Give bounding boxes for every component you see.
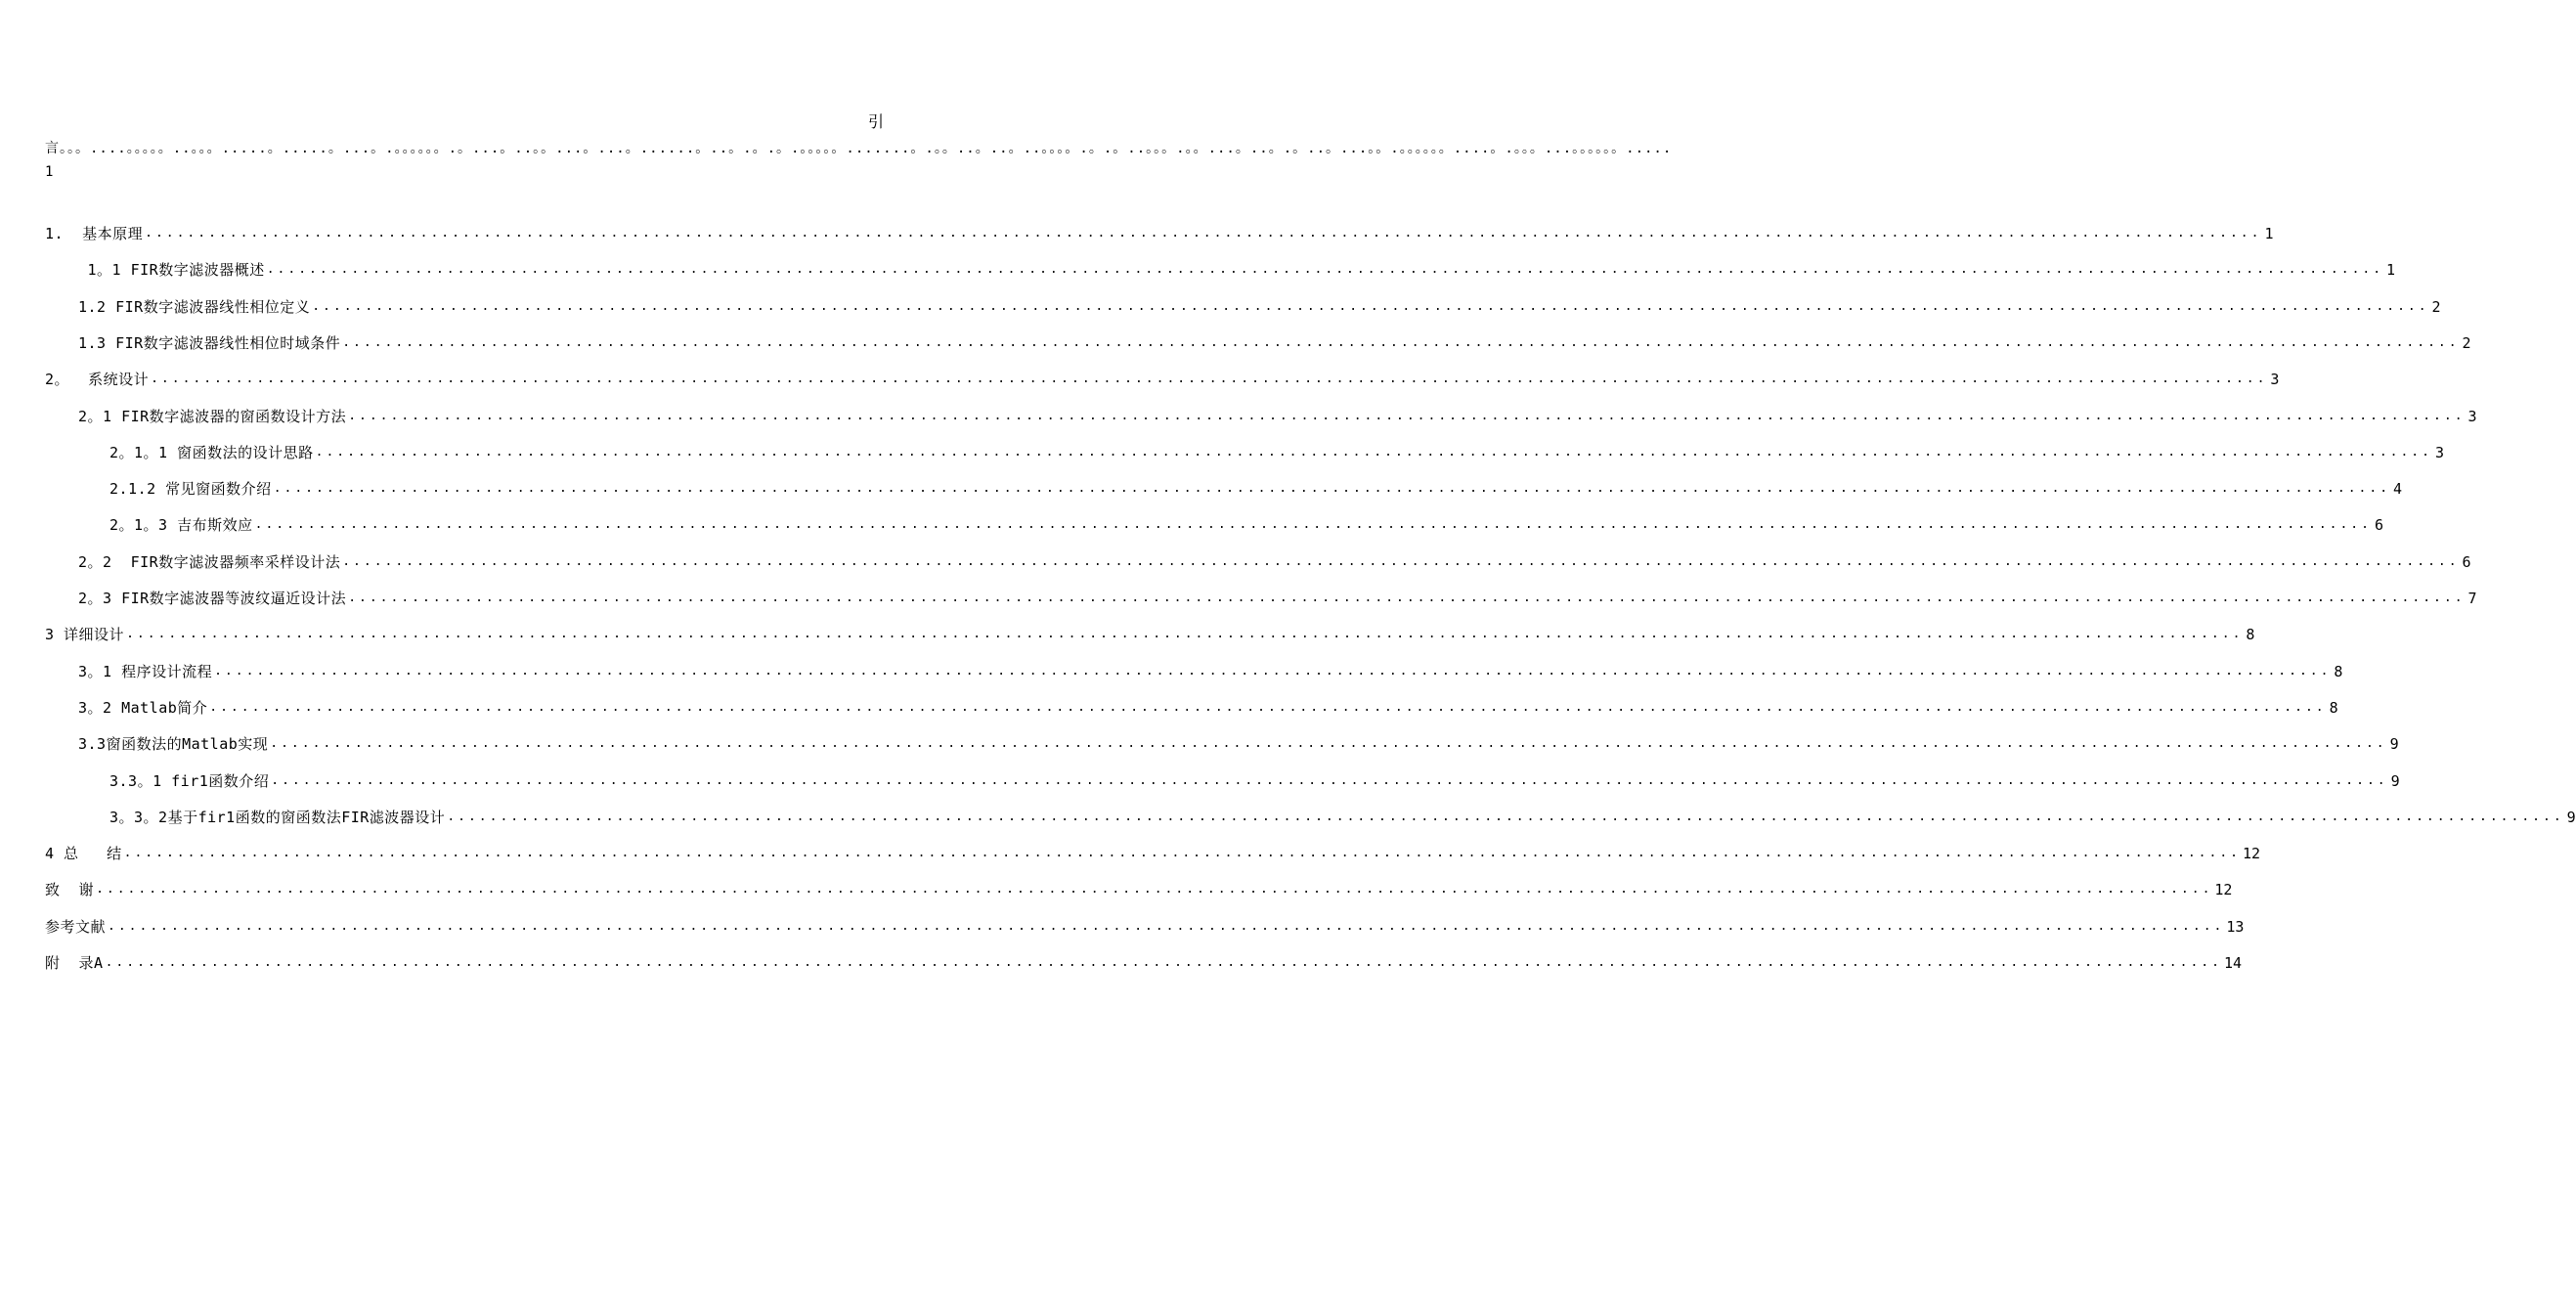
toc-entry-label: 1. 基本原理: [45, 225, 144, 242]
toc-entry[interactable]: [109, 440, 2444, 461]
toc-leader-dots: ........................................................................................................................................................................................................: [348, 591, 2466, 605]
toc-page-number: 6: [2462, 552, 2471, 571]
intro-entry: 言。。。....。。。。。..。。。.....。.....。...。.。。。。。。.。...。..。。...。...。......。..。.。.。.。。。。。.......。.。。..。..。..。。。。.。.。..。。。.。。...。..。.。..。...。。.。。。。。。....。.。。。...。。。。。。.....1: [45, 141, 1673, 180]
toc-leader-dots: ........................................................................................................................................................................................................: [105, 955, 2222, 970]
toc-entry-label: 3.3窗函数法的Matlab实现: [78, 735, 269, 754]
toc-page-number: 8: [2246, 626, 2255, 644]
toc-entry[interactable]: [45, 877, 2233, 899]
toc-entry[interactable]: [78, 731, 2399, 754]
toc-page-number: 12: [2243, 845, 2261, 863]
intro-title: 引: [868, 112, 885, 131]
toc-leader-dots: ........................................................................................................................................................................................................: [447, 809, 2564, 824]
toc-leader-dots: ........................................................................................................................................................................................................: [96, 882, 2213, 898]
toc-page-number: 8: [2329, 698, 2338, 717]
toc-entry-label: 附 录A: [45, 954, 104, 972]
toc-page-number: 9: [2389, 735, 2399, 754]
toc-entry[interactable]: [109, 805, 2576, 826]
toc-entry-label: 参考文献: [45, 917, 107, 936]
toc-entry[interactable]: [45, 914, 2245, 936]
toc-page-number: 9: [2390, 771, 2400, 790]
toc-page-number: 12: [2214, 881, 2233, 899]
toc-entry[interactable]: [45, 841, 2261, 863]
toc-entry[interactable]: [78, 294, 2441, 316]
toc-entry-label: 3 详细设计: [45, 626, 125, 644]
toc-entry-label: 1.3 FIR数字滤波器线性相位时域条件: [78, 333, 341, 352]
toc-entry-label: 2。3 FIR数字滤波器等波纹逼近设计法: [78, 590, 347, 607]
toc-leader-dots: ........................................................................................................................................................................................................: [266, 262, 2384, 278]
toc-leader-dots: ........................................................................................................................................................................................................: [273, 481, 2391, 497]
toc-entry[interactable]: [78, 659, 2343, 680]
toc-entry[interactable]: [78, 695, 2338, 717]
toc-page-number: 14: [2223, 954, 2242, 972]
toc-entry[interactable]: [45, 367, 2280, 389]
toc-leader-dots: ........................................................................................................................................................................................................: [270, 736, 2387, 752]
toc-page-number: 3: [2467, 407, 2477, 425]
toc-leader-dots: ........................................................................................................................................................................................................: [209, 699, 2327, 715]
toc-entry-label: 2。 系统设计: [45, 371, 150, 389]
toc-entry[interactable]: [109, 512, 2383, 535]
toc-entry-label: 2。1 FIR数字滤波器的窗函数设计方法: [78, 407, 347, 425]
toc-entry[interactable]: [109, 768, 2400, 790]
toc-entry[interactable]: [78, 586, 2477, 607]
toc-leader-dots: ........................................................................................................................................................................................................: [254, 517, 2372, 533]
toc-entry[interactable]: [45, 622, 2255, 644]
toc-leader-dots: ........................................................................................................................................................................................................: [214, 663, 2332, 679]
toc-entry-label: 2.1.2 常见窗函数介绍: [109, 480, 272, 499]
toc-page-number: 7: [2467, 590, 2477, 607]
toc-leader-dots: ........................................................................................................................................................................................................: [108, 918, 2225, 934]
toc-entry[interactable]: [78, 257, 2396, 280]
toc-entry-label: 2。1。1 窗函数法的设计思路: [109, 443, 314, 461]
toc-page-number: 3: [2270, 371, 2280, 389]
toc-leader-dots: ........................................................................................................................................................................................................: [123, 846, 2241, 861]
toc-leader-dots: ........................................................................................................................................................................................................: [145, 226, 2262, 241]
toc-entry-label: 2。2 FIR数字滤波器频率采样设计法: [78, 552, 341, 571]
toc-entry-label: 致 谢: [45, 881, 95, 899]
toc-leader-dots: ........................................................................................................................................................................................................: [342, 553, 2460, 569]
toc-page-number: 9: [2566, 808, 2576, 826]
toc-page-number: 6: [2374, 516, 2383, 535]
toc-entry[interactable]: [78, 330, 2471, 352]
toc-page-number: 2: [2431, 297, 2441, 316]
toc-leader-dots: ........................................................................................................................................................................................................: [348, 408, 2466, 423]
toc-entry-label: 3。3。2基于fir1函数的窗函数法FIR滤波器设计: [109, 808, 446, 826]
toc-page-number: 1: [2264, 225, 2274, 242]
toc-page-number: 3: [2434, 443, 2444, 461]
toc-page-number: 13: [2226, 917, 2245, 936]
toc-entry[interactable]: [45, 221, 2274, 242]
toc-entry-label: 2。1。3 吉布斯效应: [109, 516, 253, 535]
toc-entry[interactable]: [109, 476, 2403, 499]
toc-page-number: 4: [2393, 480, 2403, 499]
toc-leader-dots: ........................................................................................................................................................................................................: [271, 772, 2388, 788]
toc-entry-label: 4 总 结: [45, 845, 122, 863]
toc-page-number: 8: [2334, 662, 2343, 680]
toc-entry-label: 3。2 Matlab简介: [78, 698, 208, 717]
toc-entry-label: 3。1 程序设计流程: [78, 662, 213, 680]
toc-entry-label: 1.2 FIR数字滤波器线性相位定义: [78, 297, 311, 316]
toc-entry[interactable]: [78, 549, 2471, 571]
toc-entry-label: 3.3。1 fir1函数介绍: [109, 771, 270, 790]
toc-entry-label: 1。1 FIR数字滤波器概述: [78, 261, 265, 280]
toc-page-number: 2: [2462, 333, 2471, 352]
toc-leader-dots: ........................................................................................................................................................................................................: [151, 372, 2268, 387]
toc-entry[interactable]: [45, 950, 2242, 972]
toc-leader-dots: ........................................................................................................................................................................................................: [312, 298, 2429, 314]
toc-entry[interactable]: [78, 404, 2477, 425]
toc-leader-dots: ........................................................................................................................................................................................................: [126, 627, 2244, 642]
toc-leader-dots: ........................................................................................................................................................................................................: [342, 334, 2460, 350]
toc-leader-dots: ........................................................................................................................................................................................................: [315, 444, 2432, 460]
toc-page-number: 1: [2386, 261, 2396, 280]
